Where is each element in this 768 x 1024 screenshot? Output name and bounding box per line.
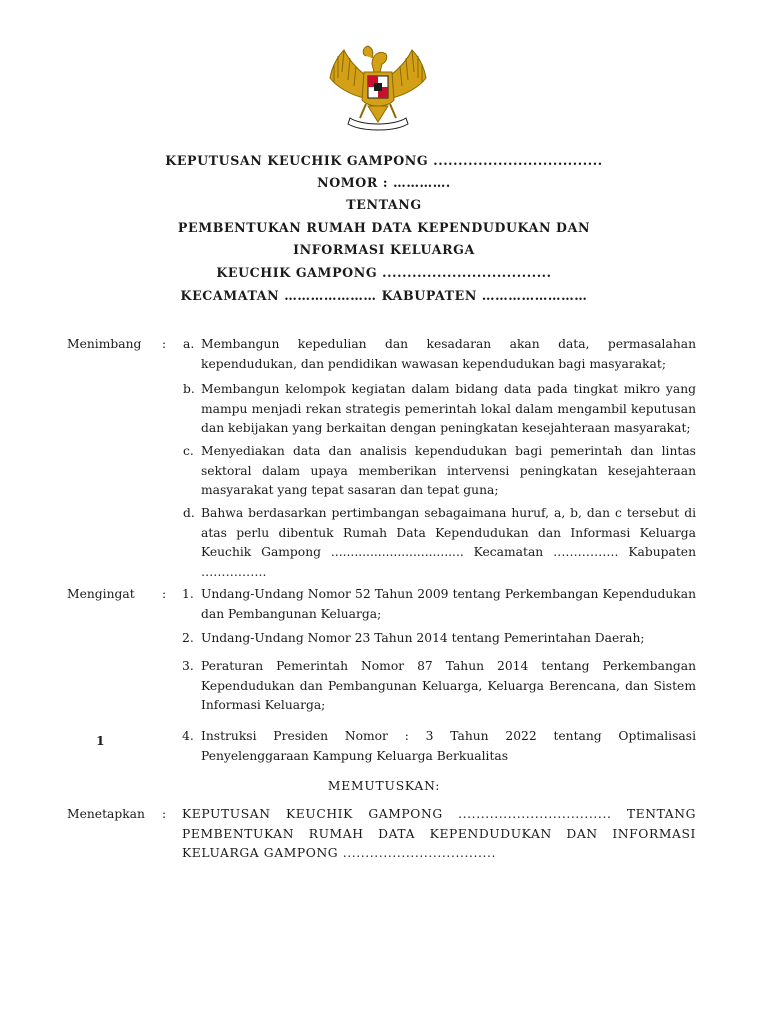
mengingat-item-3: Peraturan Pemerintah Nomor 87 Tahun 2014 tentang Perkembangan Kependudukan dan Pembangunan Keluarga, Keluarga Berencana, dan Sistem Informasi Keluarga; [201,659,696,712]
menetapkan-colon: : [162,807,167,821]
mengingat-item-1: Undang-Undang Nomor 52 Tahun 2009 tentang Perkembangan Kependudukan dan Pembangunan Keluarga; [201,587,696,621]
menimbang-marker-a: a. [183,337,195,351]
decree-tentang: TENTANG [346,197,422,212]
menimbang-colon: : [162,337,167,351]
mengingat-marker-4: 4. [182,729,194,743]
menimbang-marker-b: b. [183,382,195,396]
decree-region: KECAMATAN ………………… KABUPATEN …………………… [180,288,588,303]
decree-subject-line-1: PEMBENTUKAN RUMAH DATA KEPENDUDUKAN DAN [177,220,591,235]
mengingat-item-4: Instruksi Presiden Nomor : 3 Tahun 2022 tentang Optimalisasi Penyelenggaraan Kampung Keluarga Berkualitas [201,729,696,763]
page-number: 1 [96,733,105,748]
menimbang-item-d: Bahwa berdasarkan pertimbangan sebagaimana huruf, a, b, dan c tersebut di atas perlu dibentuk Rumah Data Kependudukan dan Informasi Keluarga Keuchik Gampong .................................. Kecamatan ……………. Kabupaten ……………. [201,506,696,579]
decree-title: KEPUTUSAN KEUCHIK GAMPONG .................................. [165,153,603,168]
mengingat-marker-3: 3. [182,659,194,673]
menimbang-label: Menimbang [67,337,142,351]
menetapkan-label: Menetapkan [67,807,145,821]
mengingat-marker-1: 1. [182,587,194,601]
menimbang-item-a: Membangun kepedulian dan kesadaran akan data, permasalahan kependudukan, dan pendidikan wawasan kependudukan bagi masyarakat; [201,337,696,371]
mengingat-colon: : [162,587,167,601]
memutuskan-heading: MEMUTUSKAN: [327,779,441,793]
decree-subject-line-2: INFORMASI KELUARGA [293,242,475,257]
decree-number: NOMOR : …………. [317,175,451,190]
menimbang-marker-c: c. [183,444,194,458]
mengingat-marker-2: 2. [182,631,194,645]
garuda-pancasila-emblem-icon [322,42,434,134]
decree-issuer: KEUCHIK GAMPONG .................................. [216,265,552,280]
menimbang-marker-d: d. [183,506,195,520]
menimbang-item-b: Membangun kelompok kegiatan dalam bidang data pada tingkat mikro yang mampu menjadi rekan strategis pemerintah lokal dalam mengambil keputusan dan kebijakan yang berkaitan dengan peningkatan kesejahteraan masyarakat; [201,382,696,435]
mengingat-label: Mengingat [67,587,135,601]
mengingat-item-2: Undang-Undang Nomor 23 Tahun 2014 tentang Pemerintahan Daerah; [201,631,645,645]
menimbang-item-c: Menyediakan data dan analisis kependudukan bagi pemerintah dan lintas sektoral dalam upaya memberikan intervensi peningkatan kesejahteraan masyarakat yang tepat sasaran dan tepat guna; [201,444,696,497]
menetapkan-text: KEPUTUSAN KEUCHIK GAMPONG .................................. TENTANG PEMBENTUKAN RUMAH DATA KEPENDUDUKAN DAN INFORMASI KELUARGA GAMPONG .................................. [182,807,696,860]
